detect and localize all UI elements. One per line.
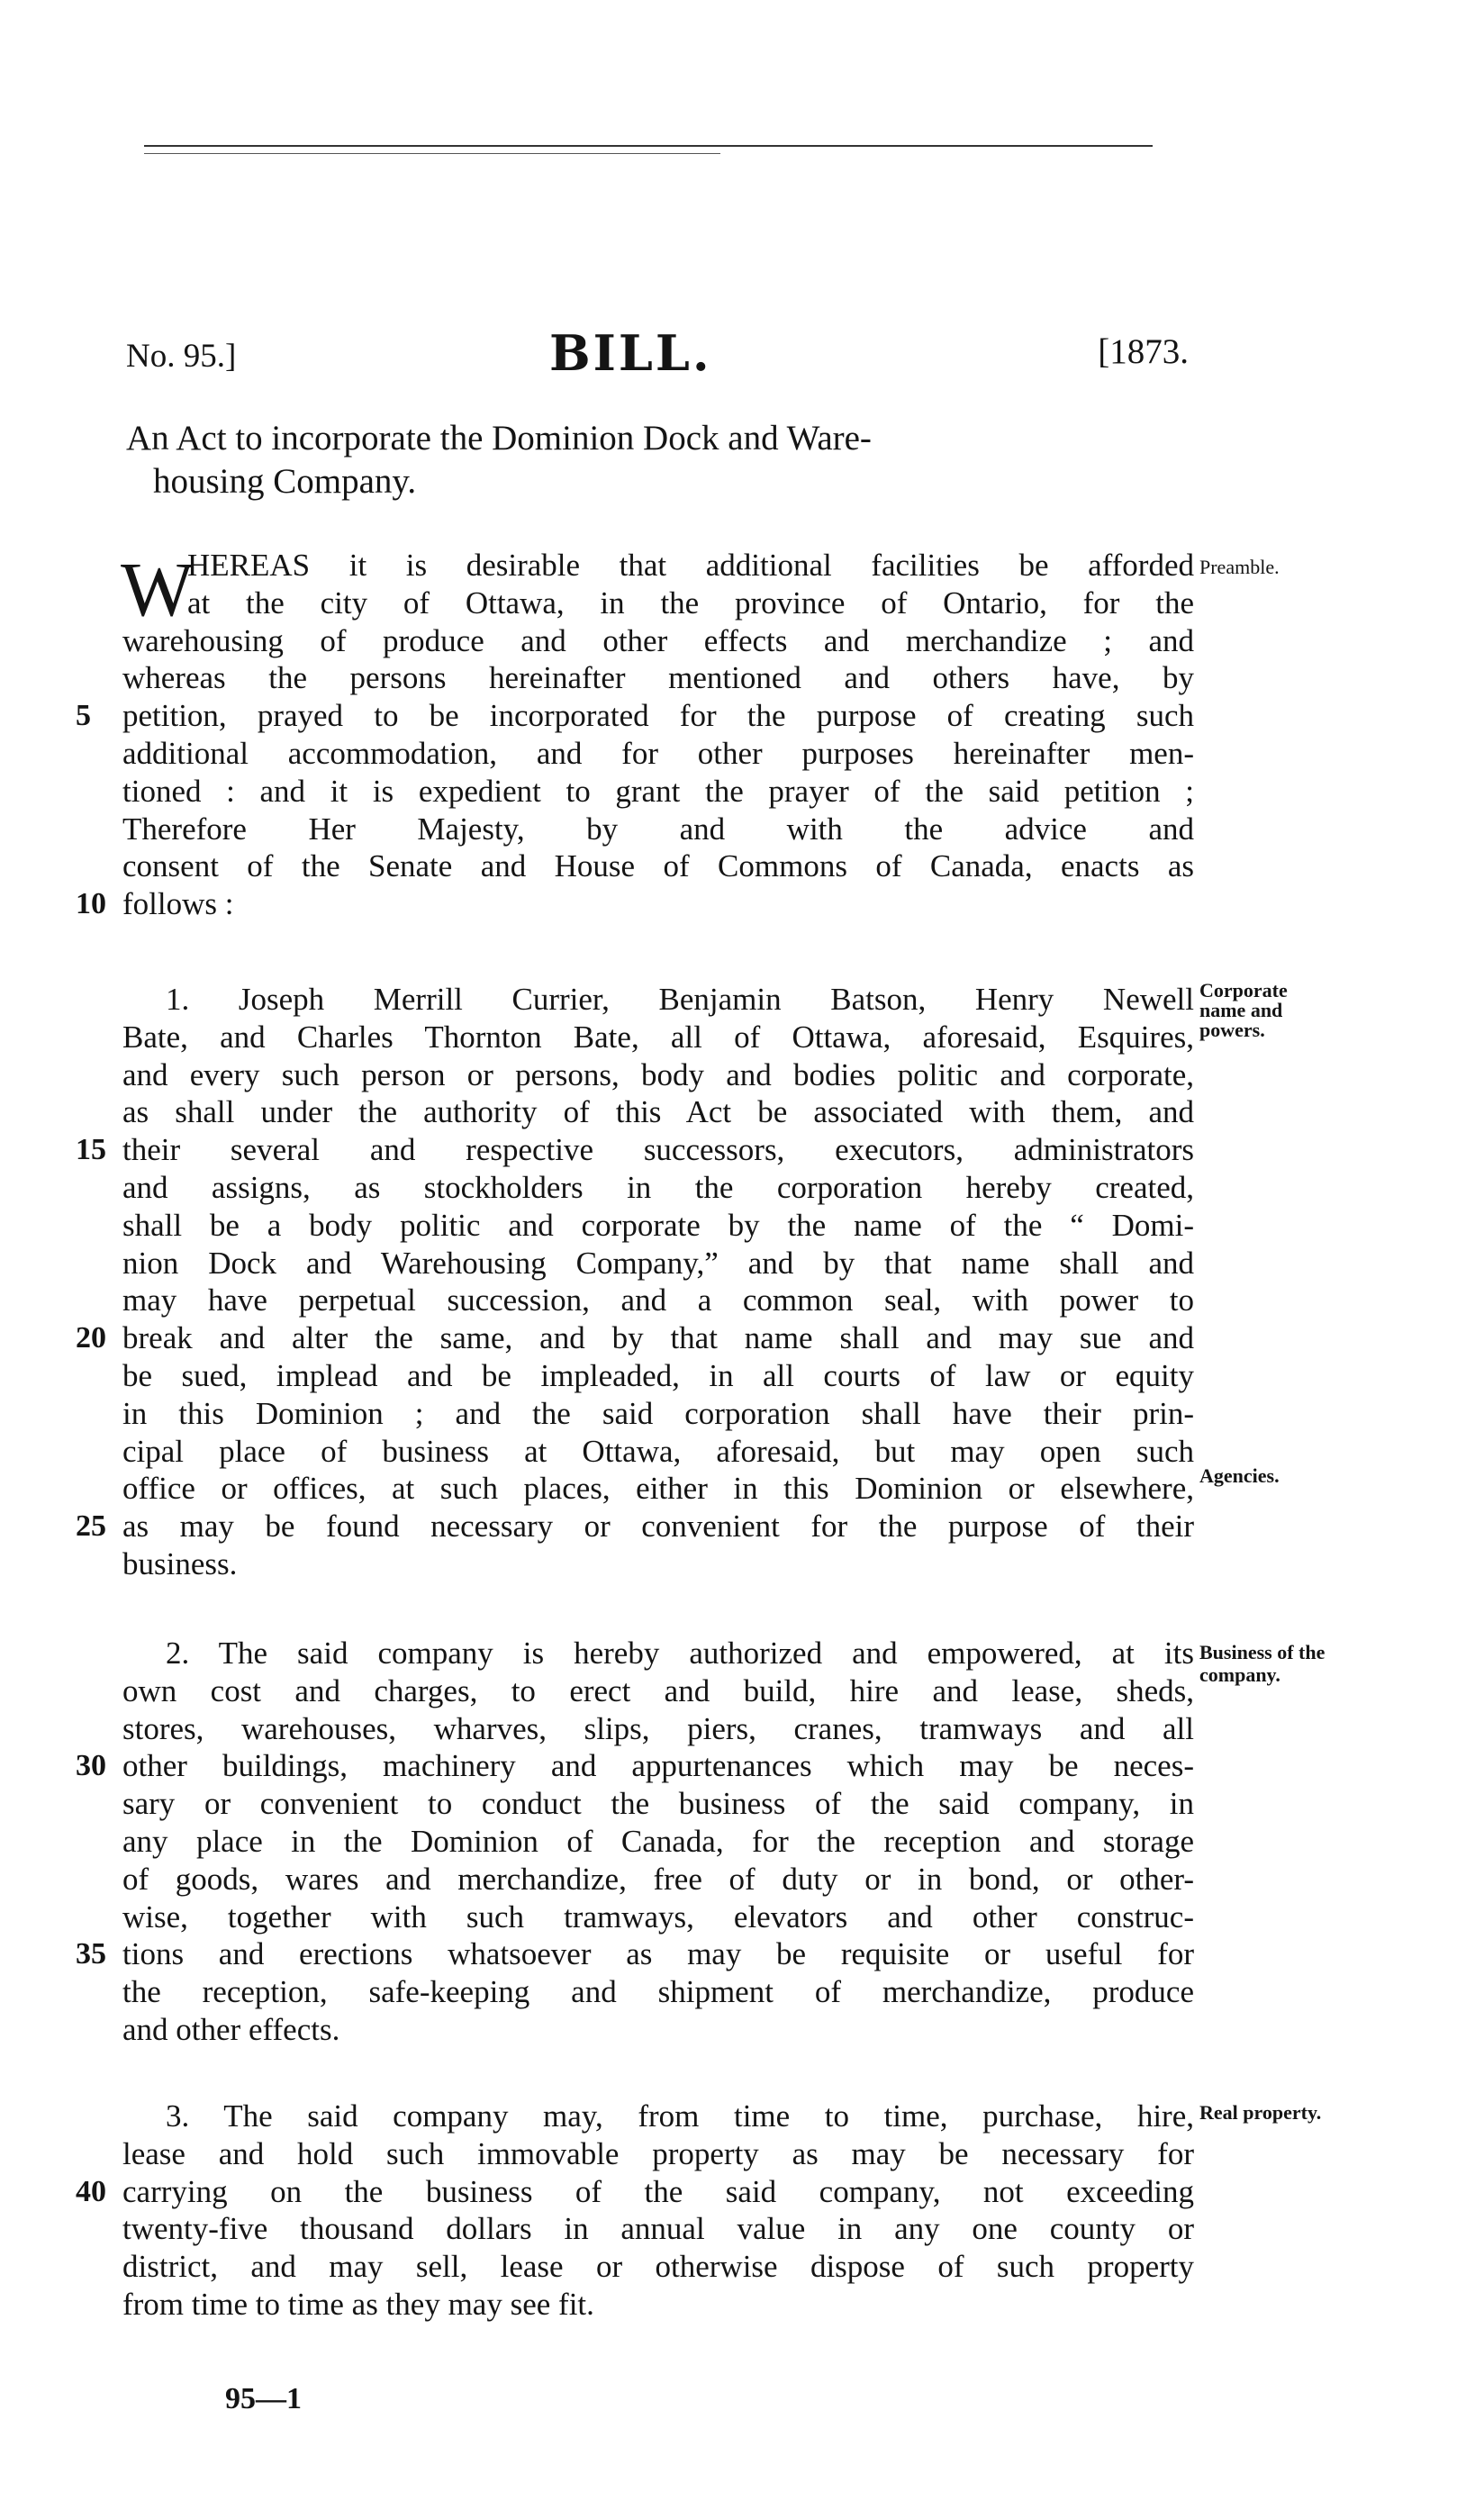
text-line: [122, 1710, 1194, 1748]
line-text: any place in the Dominion of Canada, for the reception and storage: [122, 1823, 1194, 1859]
text-line: [122, 1093, 1194, 1131]
line-text: warehousing of produce and other effects and merchandize ; and: [122, 622, 1194, 658]
text-line: [122, 1169, 1194, 1207]
bill-header: [126, 324, 1189, 387]
line-text: as shall under the authority of this Act be associated with them, and: [122, 1094, 1194, 1130]
text-line: [122, 1973, 1194, 2011]
text-line: [122, 1245, 1194, 1282]
dropcap: W: [121, 546, 195, 632]
text-line: [122, 1395, 1194, 1433]
top-rule-thin: [144, 153, 720, 154]
margin-note-real-property: Real property.: [1199, 2101, 1322, 2124]
text-line: [122, 1470, 1194, 1508]
line-text: in this Dominion ; and the said corporation shall have their prin-: [122, 1395, 1194, 1431]
line-text: petition, prayed to be incorporated for the purpose of creating such: [122, 698, 1194, 734]
text-line: [76, 1935, 1194, 1973]
line-text: as may be found necessary or convenient for the purpose of their: [122, 1509, 1194, 1545]
text-line: [122, 1898, 1194, 1936]
bill-number: No. 95.]: [126, 338, 237, 375]
line-text: Therefore Her Majesty, by and with the advice and: [122, 811, 1194, 847]
text-line: [122, 622, 1194, 660]
margin-note-corporate-2: name and: [1199, 999, 1283, 1021]
text-line: [122, 2248, 1194, 2286]
text-line: [122, 584, 1194, 622]
text-line: [122, 1019, 1194, 1056]
line-text: cipal place of business at Ottawa, aforesaid, but may open such: [122, 1433, 1194, 1469]
line-text: HEREAS it is desirable that additional facilities be afforded: [187, 548, 1194, 583]
line-text: office or offices, at such places, either in this Dominion or elsewhere,: [122, 1471, 1194, 1507]
line-number: 35: [76, 1937, 106, 1971]
line-text: of goods, wares and merchandize, free of duty or in bond, or other-: [122, 1861, 1194, 1897]
text-line: [122, 1672, 1194, 1710]
top-rule: [144, 145, 1153, 147]
section-1: [76, 981, 1194, 1583]
line-text: stores, warehouses, wharves, slips, piers, cranes, tramways and all: [122, 1710, 1194, 1746]
text-line: [122, 547, 1194, 584]
line-text: from time to time as they may see fit.: [122, 2286, 594, 2322]
line-text: be sued, implead and be impleaded, in all courts of law or equity: [122, 1357, 1194, 1393]
section-3: [76, 2098, 1194, 2324]
line-number: 10: [76, 887, 106, 921]
line-text: tions and erections whatsoever as may be requisite or useful for: [122, 1936, 1194, 1972]
act-title-line-1: An Act to incorporate the Dominion Dock and Ware-: [126, 419, 872, 458]
line-text: other buildings, machinery and appurtenances which may be neces-: [122, 1748, 1194, 1784]
text-line: [122, 981, 1194, 1019]
line-text: additional accommodation, and for other purposes hereinafter men-: [122, 735, 1194, 771]
line-number: 15: [76, 1133, 106, 1167]
line-number: 40: [76, 2174, 106, 2208]
margin-note-corporate-1: Corporate: [1199, 979, 1288, 1001]
text-line: [122, 735, 1194, 773]
line-text: their several and respective successors, executors, administrators: [122, 1132, 1194, 1168]
text-line: [122, 1785, 1194, 1823]
line-number: 25: [76, 1509, 106, 1544]
text-line: [122, 811, 1194, 848]
text-line: [122, 847, 1194, 885]
line-text: the reception, safe-keeping and shipment of merchandize, produce: [122, 1974, 1194, 2010]
section-2: [76, 1635, 1194, 2049]
text-line: [122, 1282, 1194, 1319]
line-text: and other effects.: [122, 2011, 340, 2047]
line-text: twenty-five thousand dollars in annual value in any one county or: [122, 2211, 1194, 2247]
text-line: [122, 1056, 1194, 1094]
line-text: nion Dock and Warehousing Company,” and by that name shall and: [122, 1245, 1194, 1281]
text-line: [122, 1823, 1194, 1861]
line-text: wise, together with such tramways, elevators and other construc-: [122, 1898, 1194, 1935]
text-line: [122, 2135, 1194, 2173]
line-text: and every such person or persons, body and bodies politic and corporate,: [122, 1056, 1194, 1092]
line-text: and assigns, as stockholders in the corporation hereby created,: [122, 1169, 1194, 1205]
text-line: [76, 1508, 1194, 1545]
text-line: [122, 1635, 1194, 1672]
text-line: [76, 1131, 1194, 1169]
text-line: [122, 1545, 1194, 1583]
margin-note-business-2: company.: [1199, 1663, 1280, 1686]
footer-signature: 95—1: [225, 2382, 302, 2415]
text-line: [76, 697, 1194, 735]
line-text: at the city of Ottawa, in the province of Ontario, for the: [187, 584, 1194, 621]
text-line: [122, 1357, 1194, 1395]
line-text: carrying on the business of the said company, not exceeding: [122, 2173, 1194, 2209]
text-line: [122, 1433, 1194, 1471]
line-text: whereas the persons hereinafter mentioned and others have, by: [122, 660, 1194, 696]
line-text: tioned : and it is expedient to grant the prayer of the said petition ;: [122, 773, 1194, 809]
preamble: [76, 546, 1194, 923]
text-line: [122, 2011, 1194, 2049]
line-number: 5: [76, 699, 91, 733]
line-text: sary or convenient to conduct the business of the said company, in: [122, 1786, 1194, 1822]
act-title: [126, 417, 1207, 503]
line-number: 20: [76, 1321, 106, 1355]
line-number: 30: [76, 1749, 106, 1783]
line-text: Bate, and Charles Thornton Bate, all of Ottawa, aforesaid, Esquires,: [122, 1019, 1194, 1055]
text-line: [122, 2210, 1194, 2248]
text-line: [76, 1319, 1194, 1357]
text-line: [122, 1861, 1194, 1898]
bill-heading: BILL.: [549, 324, 712, 382]
line-text: 3. The said company may, from time to time, purchase, hire,: [166, 2098, 1194, 2134]
line-text: may have perpetual succession, and a common seal, with power to: [122, 1282, 1194, 1318]
text-line: [122, 659, 1194, 697]
line-text: lease and hold such immovable property as may be necessary for: [122, 2135, 1194, 2171]
margin-note-agencies: Agencies.: [1199, 1464, 1280, 1487]
line-text: follows :: [122, 886, 234, 922]
line-text: shall be a body politic and corporate by the name of the “ Domi-: [122, 1207, 1194, 1243]
margin-note-preamble: Preamble.: [1199, 556, 1280, 578]
line-text: own cost and charges, to erect and build, hire and lease, sheds,: [122, 1672, 1194, 1708]
act-title-line-2: housing Company.: [153, 462, 417, 501]
line-text: break and alter the same, and by that name shall and may sue and: [122, 1320, 1194, 1356]
text-line: [122, 2286, 1194, 2324]
bill-year: [1873.: [1098, 332, 1189, 371]
line-text: 2. The said company is hereby authorized and empowered, at its: [166, 1636, 1194, 1671]
line-text: consent of the Senate and House of Commons of Canada, enacts as: [122, 848, 1194, 884]
text-line: [76, 885, 1194, 923]
margin-note-business-1: Business of the: [1199, 1641, 1326, 1663]
line-text: district, and may sell, lease or otherwise dispose of such property: [122, 2249, 1194, 2285]
text-line: [122, 773, 1194, 811]
text-line: [76, 2173, 1194, 2211]
margin-note-corporate-3: powers.: [1199, 1019, 1265, 1041]
text-line: [76, 1747, 1194, 1785]
text-line: [122, 2098, 1194, 2135]
text-line: [122, 1207, 1194, 1245]
line-text: 1. Joseph Merrill Currier, Benjamin Batson, Henry Newell: [166, 982, 1194, 1017]
line-text: business.: [122, 1545, 238, 1581]
